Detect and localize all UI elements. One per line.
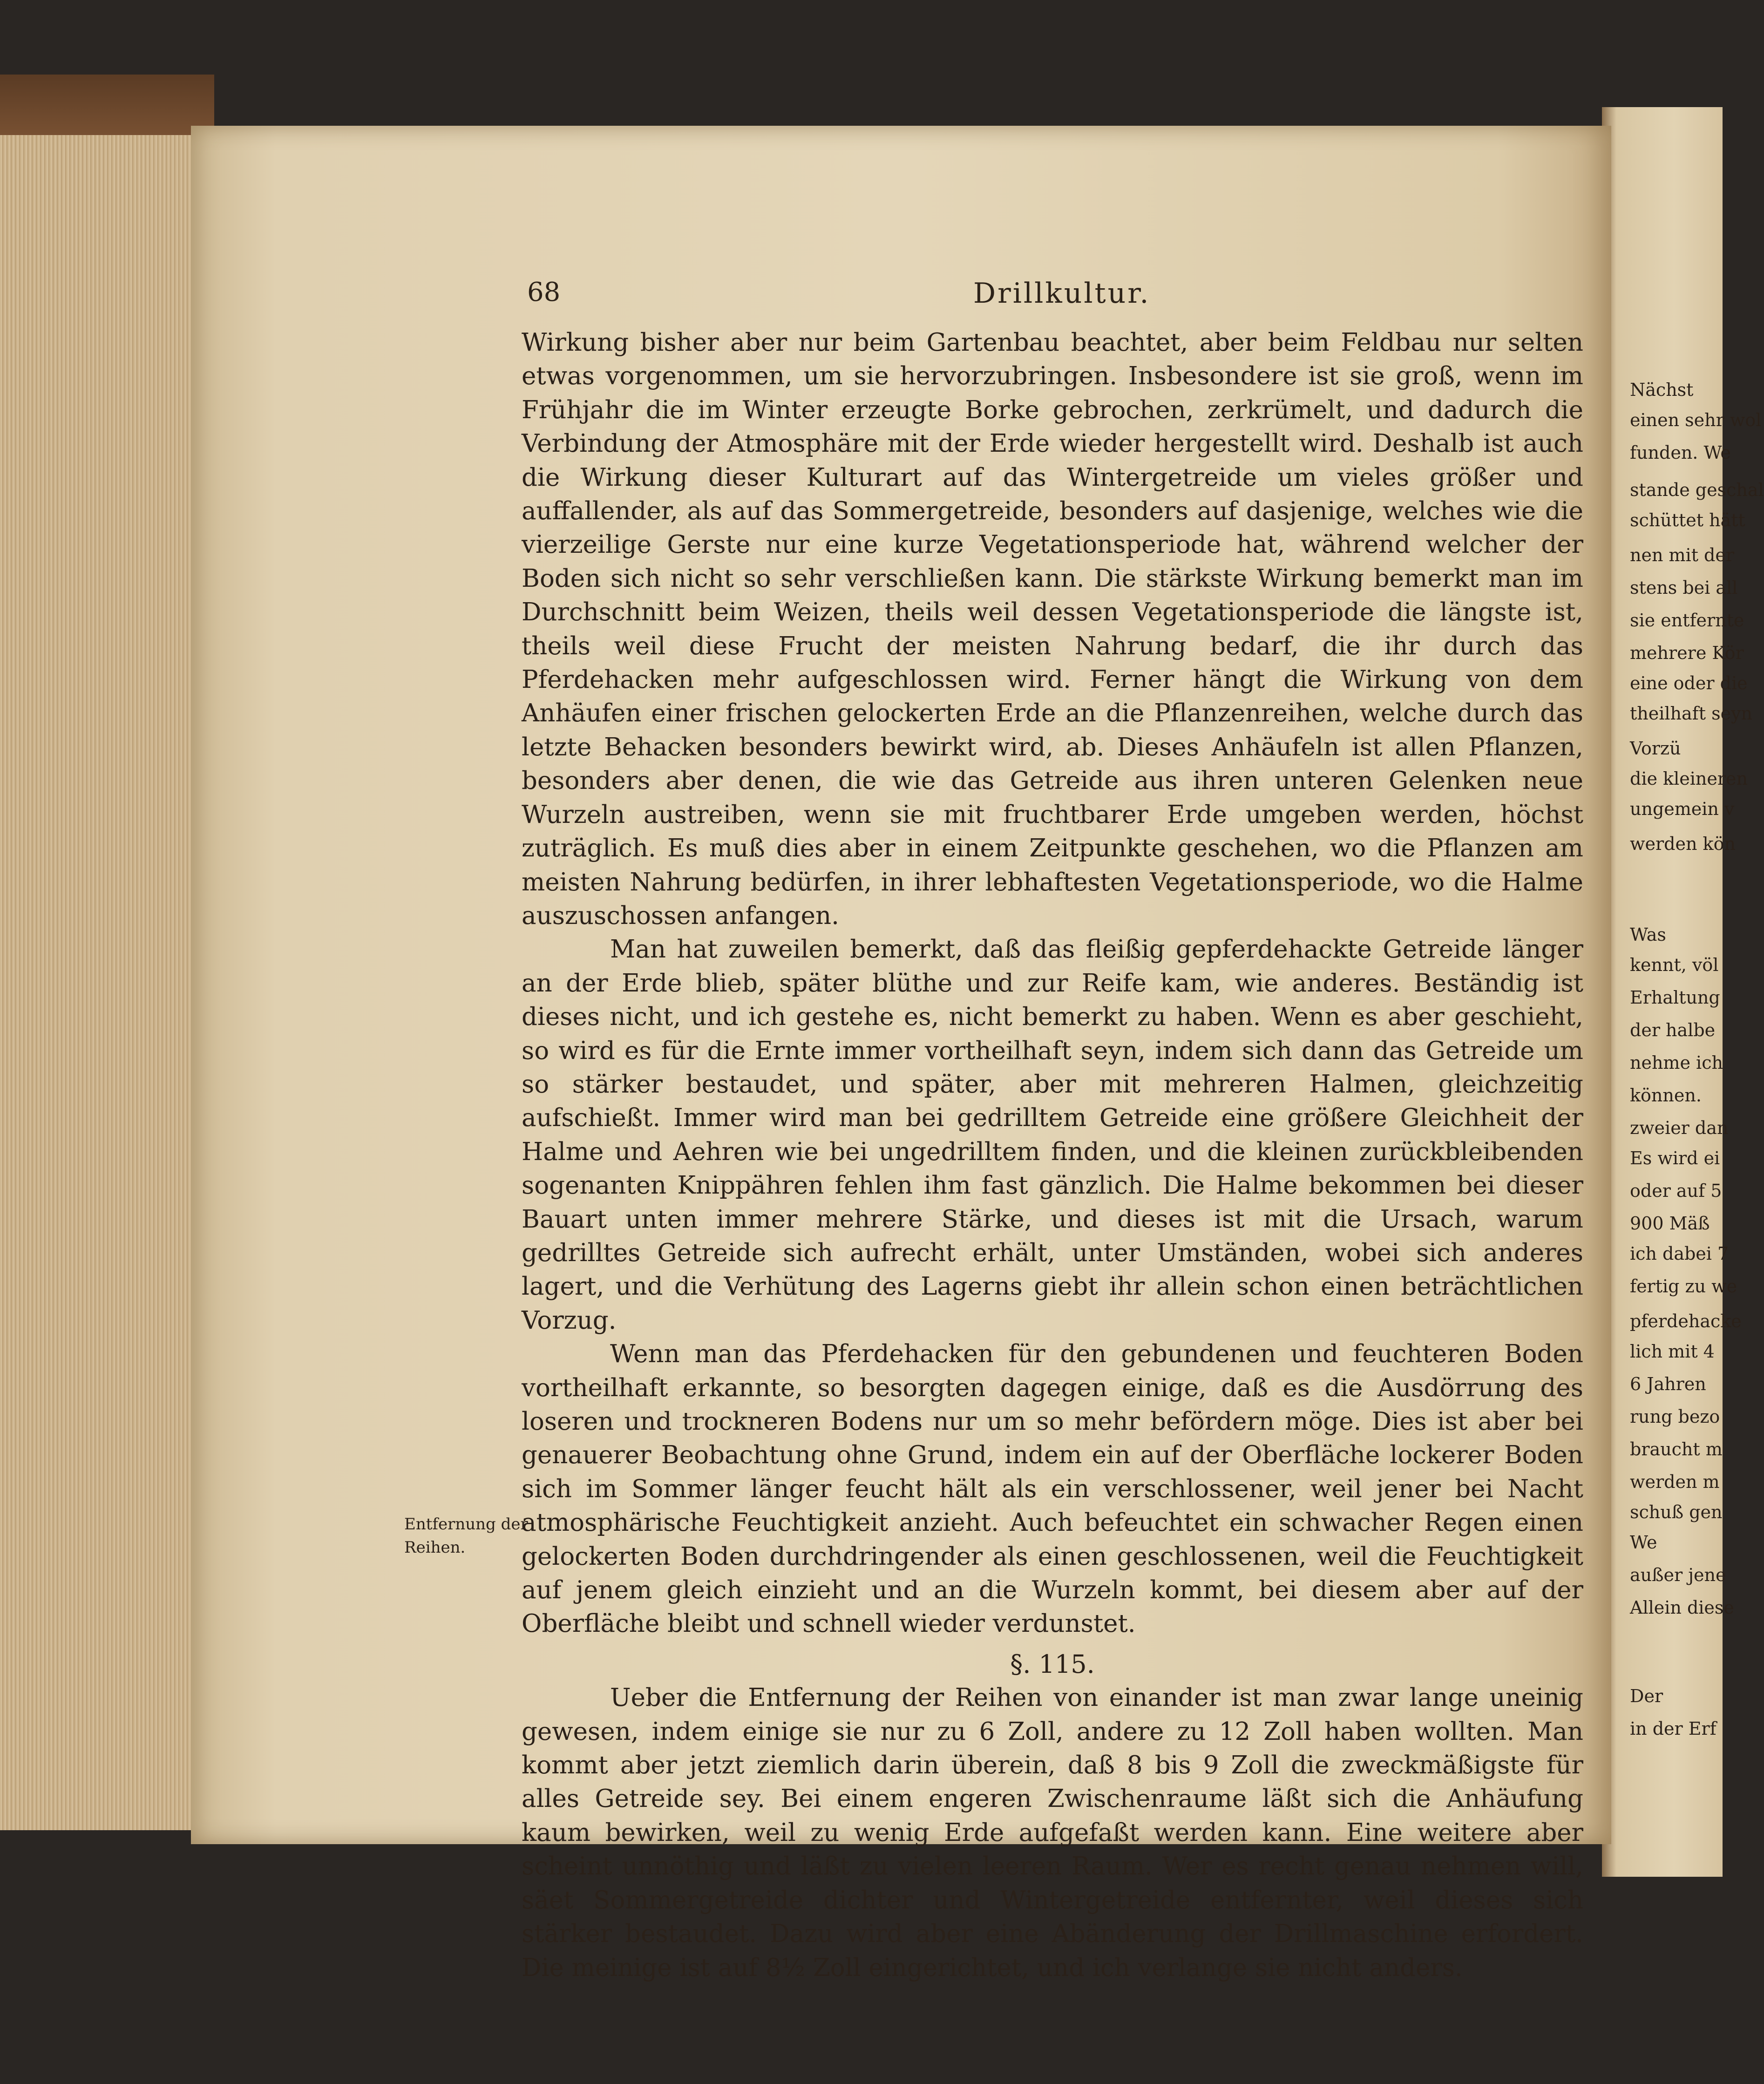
facing-page-fragment: die kleineren [1630, 768, 1748, 789]
paragraph-1: Wirkung bisher aber nur beim Gartenbau beachtet, aber beim Feldbau nur selten etwas vorgenommen, um sie hervorzubringen. Insbesondere ist sie groß, wenn im Frühjahr die im Winter erzeugte Borke gebrochen, zerkrümelt, und dadurch die Verbindung der Atmosphäre mit der Erde wieder hergestellt wird. Deshalb ist auch die Wirkung dieser Kulturart auf das Wintergetreide um vieles größer und auffallender, als auf das Sommergetreide, besonders auf dasjenige, welches wie die vierzeilige Gerste nur eine kurze Vegetationsperiode hat, während welcher der Boden sich nicht so sehr verschließen kann. Die stärkste Wirkung bemerkt man im Durchschnitt beim Weizen, theils weil dessen Vegetationsperiode die längste ist, theils weil diese Frucht der meisten Nahrung bedarf, die ihr durch das Pferdehacken mehr aufgeschlossen wird. Ferner hängt die Wirkung von dem Anhäufen einer frischen gelockerten Erde an die Pflanzenreihen, welche durch das letzte Behacken besonders bewirkt wird, ab. Dieses Anhäufeln ist allen Pflanzen, besonders aber denen, die wie das Getreide aus ihren unteren Gelenken neue Wurzeln austreiben, wenn sie mit fruchtbarer Erde umgeben werden, höchst zuträglich. Es muß dies aber in einem Zeitpunkte geschehen, wo die Pflanzen am meisten Nahrung bedürfen, in ihrer lebhaftesten Vegetationsperiode, wo die Halme auszuschossen anfangen. [522, 328, 1583, 930]
facing-page-fragment: kennt, völ [1630, 955, 1719, 975]
facing-page-fragment: nen mit der [1630, 545, 1735, 565]
facing-page-fragment: Allein diese [1630, 1597, 1734, 1618]
facing-page-fragment: stande geschal [1630, 480, 1764, 500]
facing-page-fragment: fertig zu we [1630, 1276, 1737, 1297]
facing-page-fragment: schuß gen [1630, 1502, 1723, 1522]
facing-page-fragment: Der [1630, 1686, 1663, 1706]
section-heading: §. 115. [1010, 1649, 1095, 1679]
book-page-edges [0, 135, 198, 1830]
facing-page-fragment: pferdehacke [1630, 1311, 1742, 1331]
facing-page-fragment: in der Erf [1630, 1718, 1717, 1739]
facing-page-fragment: theilhaft seyn [1630, 703, 1753, 724]
page-number: 68 [527, 277, 561, 307]
facing-page-fragment: schüttet hätt [1630, 510, 1745, 530]
facing-page-fragment: Was [1630, 924, 1666, 945]
facing-page-fragment: können. [1630, 1085, 1702, 1106]
facing-page-fragment: Nächst [1630, 380, 1694, 400]
facing-page-fragment: sie entfernte [1630, 610, 1744, 631]
facing-page-fragment: ich dabei 7 [1630, 1243, 1729, 1264]
facing-page-fragment: 6 Jahren [1630, 1374, 1706, 1394]
section-paragraph: Ueber die Entfernung der Reihen von einander ist man zwar lange uneinig gewesen, indem einige sie nur zu 6 Zoll, andere zu 12 Zoll haben wollten. Man kommt aber jetzt ziemlich darin überein, daß 8 bis 9 Zoll die zweckmäßigste für alles Getreide sey. Bei einem engeren Zwischenraume läßt sich die Anhäufung kaum bewirken, weil zu wenig Erde aufgefaßt werden kann. Eine weitere aber scheint unnöthig und läßt zu vielen leeren Raum. Wer es recht genau nehmen will, säet Sommergetreide dichter und Wintergetreide entfernter, weil dieses sich stärker bestaudet. Dazu wird aber eine Abänderung der Drillmaschine erfordert. Die meinige ist auf 8½ Zoll eingerichtet, und ich verlange sie nicht anders. [522, 1683, 1583, 1982]
facing-page-fragment: stens bei all [1630, 577, 1738, 598]
facing-page-fragment: rung bezo [1630, 1406, 1720, 1427]
facing-page-fragment: funden. We [1630, 442, 1731, 463]
book-spine-top [0, 75, 214, 140]
running-head: Drillkultur. [973, 277, 1151, 310]
page-body [522, 326, 1583, 1985]
facing-page-fragment: zweier dan [1630, 1118, 1729, 1138]
facing-page-fragment: nehme ich [1630, 1052, 1723, 1073]
facing-page-fragment: der halbe [1630, 1020, 1716, 1040]
facing-page-fragment: oder auf 5 [1630, 1181, 1722, 1201]
facing-page-fragment: eine oder die [1630, 673, 1748, 693]
facing-page-fragment: einen sehr wol [1630, 410, 1762, 430]
margin-note: Entfernung der Reihen. [404, 1515, 528, 1557]
facing-page-fragment: werden kön [1630, 834, 1736, 854]
facing-page-fragment: Vorzü [1630, 738, 1681, 759]
facing-page-fragment: We [1630, 1532, 1657, 1553]
paragraph-2: Man hat zuweilen bemerkt, daß das fleißig gepferdehackte Getreide länger an der Erde blieb, später blüthe und zur Reife kam, wie anderes. Beständig ist dieses nicht, und ich gestehe es, nicht bemerkt zu haben. Wenn es aber geschieht, so wird es für die Ernte immer vortheilhaft seyn, indem sich dann das Getreide um so stärker bestaudet, und später, aber mit mehreren Halmen, gleichzeitig aufschießt. Immer wird man bei gedrilltem Getreide eine größere Gleichheit der Halme und Aehren wie bei ungedrilltem finden, und die kleinen zurückbleibenden sogenanten Knippähren fehlen ihm fast gänzlich. Die Halme bekommen bei dieser Bauart unten immer mehrere Stärke, und dieses ist mit die Ursach, warum gedrilltes Getreide sich aufrecht erhält, unter Umständen, wobei sich anderes lagert, und die Verhütung des Lagerns giebt ihr allein schon einen beträchtlichen Vorzug. [522, 935, 1583, 1335]
paragraph-3: Wenn man das Pferdehacken für den gebundenen und feuchteren Boden vortheilhaft erkannte, so besorgten dagegen einige, daß es die Ausdörrung des loseren und trockneren Bodens nur um so mehr befördern möge. Dies ist aber bei genauerer Beobachtung ohne Grund, indem ein auf der Oberfläche lockerer Boden sich im Sommer länger feucht hält als ein verschlossener, weil jener bei Nacht atmosphärische Feuchtigkeit anzieht. Auch befeuchtet ein schwacher Regen einen gelockerten Boden durchdringender als einen geschlossenen, weil die Feuchtigkeit auf jenem gleich einzieht und an die Wurzeln kommt, bei diesem aber auf der Oberfläche bleibt und schnell wieder verdunstet. [522, 1340, 1583, 1638]
facing-page-fragment: braucht m [1630, 1439, 1723, 1459]
facing-page-fragment: außer jene [1630, 1565, 1726, 1585]
facing-page-fragment: mehrere Kör [1630, 643, 1744, 663]
facing-page-fragment: lich mit 4 [1630, 1341, 1715, 1362]
facing-page-fragment: werden m [1630, 1472, 1720, 1492]
facing-page-fragment: ungemein v [1630, 799, 1735, 819]
facing-page-fragment: Es wird ei [1630, 1148, 1720, 1168]
facing-page-fragment: 900 Mäß [1630, 1213, 1710, 1234]
facing-page-fragment: Erhaltung [1630, 987, 1720, 1008]
